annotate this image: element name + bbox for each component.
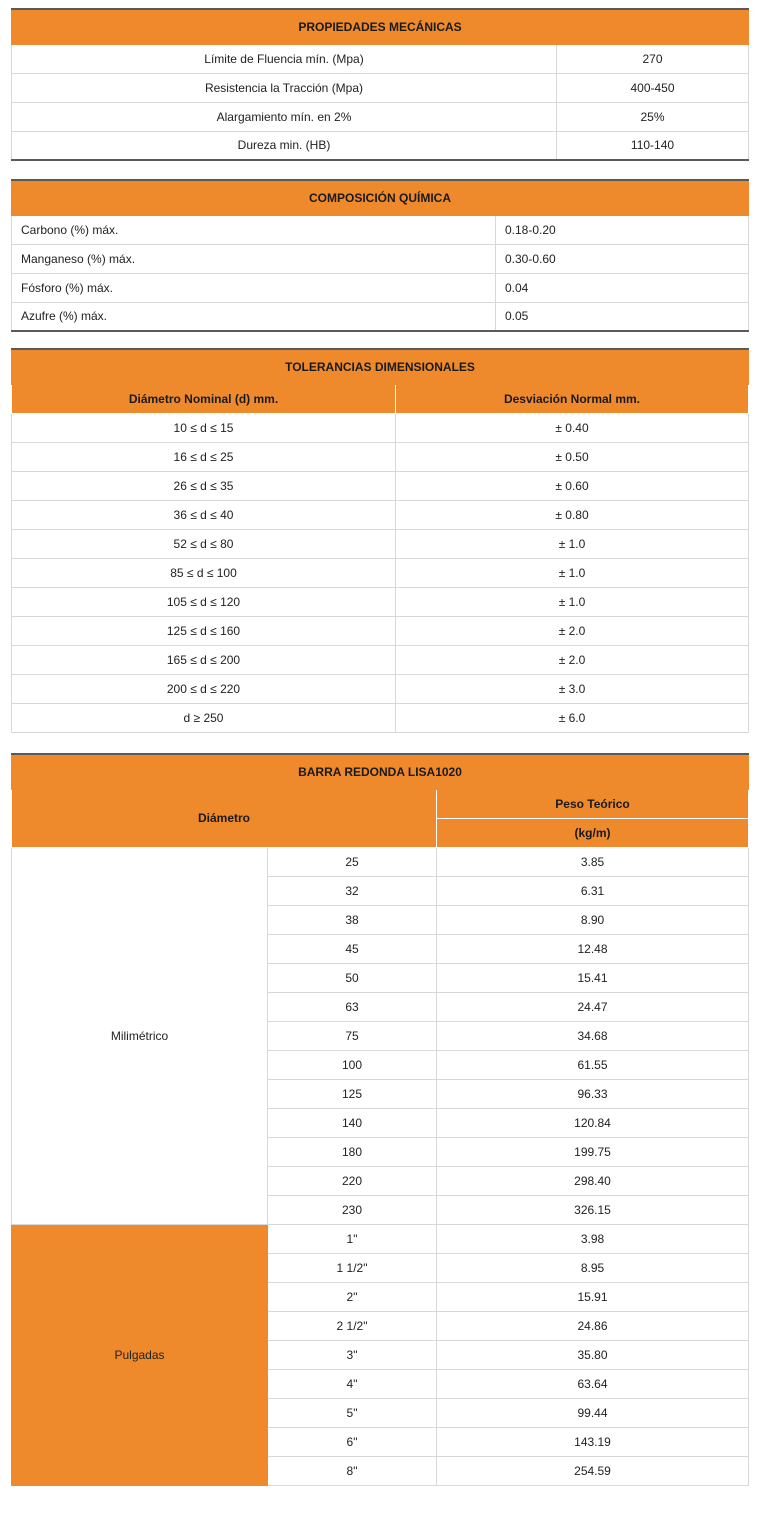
deviation-cell: ± 2.0 xyxy=(396,616,749,645)
weight-cell: 8.95 xyxy=(437,1253,749,1282)
weight-cell: 99.44 xyxy=(437,1398,749,1427)
round-bar-section xyxy=(11,753,748,1486)
table-row xyxy=(12,674,749,703)
table-row xyxy=(12,413,749,442)
round-bar-table xyxy=(11,753,749,1486)
weight-cell: 35.80 xyxy=(437,1340,749,1369)
table-row xyxy=(12,102,749,131)
table-row xyxy=(12,244,749,273)
group-label-millimetric: Milimétrico xyxy=(12,847,268,1224)
column-header-diameter: Diámetro xyxy=(12,789,437,847)
table-row xyxy=(12,645,749,674)
deviation-cell: ± 1.0 xyxy=(396,587,749,616)
deviation-cell: ± 0.40 xyxy=(396,413,749,442)
table-header-row xyxy=(12,180,749,215)
weight-cell: 6.31 xyxy=(437,876,749,905)
size-cell: 5" xyxy=(268,1398,437,1427)
range-cell: 52 ≤ d ≤ 80 xyxy=(12,529,396,558)
section-title: PROPIEDADES MECÁNICAS xyxy=(12,9,749,44)
element-value: 0.05 xyxy=(496,302,749,331)
weight-cell: 254.59 xyxy=(437,1456,749,1485)
range-cell: 165 ≤ d ≤ 200 xyxy=(12,645,396,674)
table-subheader-row xyxy=(12,384,749,413)
property-value: 110-140 xyxy=(557,131,749,160)
column-header-diameter: Diámetro Nominal (d) mm. xyxy=(12,384,396,413)
table-subheader-row xyxy=(12,789,749,818)
section-title: BARRA REDONDA LISA1020 xyxy=(12,754,749,789)
deviation-cell: ± 0.50 xyxy=(396,442,749,471)
table-header-row xyxy=(12,349,749,384)
dimensional-tolerances-table xyxy=(11,348,749,733)
table-row xyxy=(12,131,749,160)
table-row xyxy=(12,273,749,302)
deviation-cell: ± 1.0 xyxy=(396,558,749,587)
element-label: Fósforo (%) máx. xyxy=(12,273,496,302)
column-header-deviation: Desviación Normal mm. xyxy=(396,384,749,413)
weight-cell: 3.85 xyxy=(437,847,749,876)
size-cell: 220 xyxy=(268,1166,437,1195)
deviation-cell: ± 0.60 xyxy=(396,471,749,500)
size-cell: 4" xyxy=(268,1369,437,1398)
property-label: Dureza min. (HB) xyxy=(12,131,557,160)
element-value: 0.04 xyxy=(496,273,749,302)
element-label: Manganeso (%) máx. xyxy=(12,244,496,273)
size-cell: 1" xyxy=(268,1224,437,1253)
size-cell: 230 xyxy=(268,1195,437,1224)
weight-cell: 24.47 xyxy=(437,992,749,1021)
weight-cell: 15.41 xyxy=(437,963,749,992)
column-header-weight: Peso Teórico xyxy=(437,789,749,818)
weight-cell: 120.84 xyxy=(437,1108,749,1137)
element-label: Azufre (%) máx. xyxy=(12,302,496,331)
element-value: 0.18-0.20 xyxy=(496,215,749,244)
range-cell: 26 ≤ d ≤ 35 xyxy=(12,471,396,500)
size-cell: 3" xyxy=(268,1340,437,1369)
table-row xyxy=(12,529,749,558)
size-cell: 100 xyxy=(268,1050,437,1079)
weight-cell: 15.91 xyxy=(437,1282,749,1311)
size-cell: 38 xyxy=(268,905,437,934)
size-cell: 180 xyxy=(268,1137,437,1166)
deviation-cell: ± 6.0 xyxy=(396,703,749,732)
weight-cell: 12.48 xyxy=(437,934,749,963)
size-cell: 32 xyxy=(268,876,437,905)
weight-cell: 298.40 xyxy=(437,1166,749,1195)
property-value: 270 xyxy=(557,44,749,73)
element-value: 0.30-0.60 xyxy=(496,244,749,273)
size-cell: 8" xyxy=(268,1456,437,1485)
table-row xyxy=(12,558,749,587)
size-cell: 75 xyxy=(268,1021,437,1050)
table-row xyxy=(12,616,749,645)
range-cell: 16 ≤ d ≤ 25 xyxy=(12,442,396,471)
table-row xyxy=(12,215,749,244)
weight-cell: 63.64 xyxy=(437,1369,749,1398)
property-value: 400-450 xyxy=(557,73,749,102)
size-cell: 1 1/2" xyxy=(268,1253,437,1282)
weight-cell: 24.86 xyxy=(437,1311,749,1340)
column-header-weight-unit: (kg/m) xyxy=(437,818,749,847)
size-cell: 2 1/2" xyxy=(268,1311,437,1340)
element-label: Carbono (%) máx. xyxy=(12,215,496,244)
group-label-inches: Pulgadas xyxy=(12,1224,268,1485)
table-row xyxy=(12,442,749,471)
property-label: Límite de Fluencia mín. (Mpa) xyxy=(12,44,557,73)
deviation-cell: ± 3.0 xyxy=(396,674,749,703)
range-cell: 200 ≤ d ≤ 220 xyxy=(12,674,396,703)
table-row xyxy=(12,703,749,732)
range-cell: 36 ≤ d ≤ 40 xyxy=(12,500,396,529)
property-label: Resistencia la Tracción (Mpa) xyxy=(12,73,557,102)
weight-cell: 8.90 xyxy=(437,905,749,934)
table-row xyxy=(12,1224,749,1253)
table-row xyxy=(12,847,749,876)
size-cell: 2" xyxy=(268,1282,437,1311)
table-row xyxy=(12,587,749,616)
size-cell: 63 xyxy=(268,992,437,1021)
range-cell: 10 ≤ d ≤ 15 xyxy=(12,413,396,442)
table-header-row xyxy=(12,9,749,44)
chemical-composition-section xyxy=(11,179,748,332)
table-row xyxy=(12,44,749,73)
size-cell: 50 xyxy=(268,963,437,992)
range-cell: d ≥ 250 xyxy=(12,703,396,732)
table-header-row xyxy=(12,754,749,789)
size-cell: 25 xyxy=(268,847,437,876)
deviation-cell: ± 0.80 xyxy=(396,500,749,529)
weight-cell: 96.33 xyxy=(437,1079,749,1108)
range-cell: 105 ≤ d ≤ 120 xyxy=(12,587,396,616)
mechanical-properties-table xyxy=(11,8,749,161)
property-value: 25% xyxy=(557,102,749,131)
weight-cell: 143.19 xyxy=(437,1427,749,1456)
weight-cell: 34.68 xyxy=(437,1021,749,1050)
table-row xyxy=(12,302,749,331)
deviation-cell: ± 2.0 xyxy=(396,645,749,674)
dimensional-tolerances-section xyxy=(11,348,748,733)
section-title: COMPOSICIÓN QUÍMICA xyxy=(12,180,749,215)
range-cell: 125 ≤ d ≤ 160 xyxy=(12,616,396,645)
weight-cell: 61.55 xyxy=(437,1050,749,1079)
section-title: TOLERANCIAS DIMENSIONALES xyxy=(12,349,749,384)
deviation-cell: ± 1.0 xyxy=(396,529,749,558)
weight-cell: 199.75 xyxy=(437,1137,749,1166)
table-row xyxy=(12,471,749,500)
size-cell: 45 xyxy=(268,934,437,963)
chemical-composition-table xyxy=(11,179,749,332)
size-cell: 125 xyxy=(268,1079,437,1108)
size-cell: 140 xyxy=(268,1108,437,1137)
size-cell: 6" xyxy=(268,1427,437,1456)
property-label: Alargamiento mín. en 2% xyxy=(12,102,557,131)
range-cell: 85 ≤ d ≤ 100 xyxy=(12,558,396,587)
table-row xyxy=(12,500,749,529)
table-row xyxy=(12,73,749,102)
weight-cell: 3.98 xyxy=(437,1224,749,1253)
mechanical-properties-section xyxy=(11,8,748,161)
weight-cell: 326.15 xyxy=(437,1195,749,1224)
